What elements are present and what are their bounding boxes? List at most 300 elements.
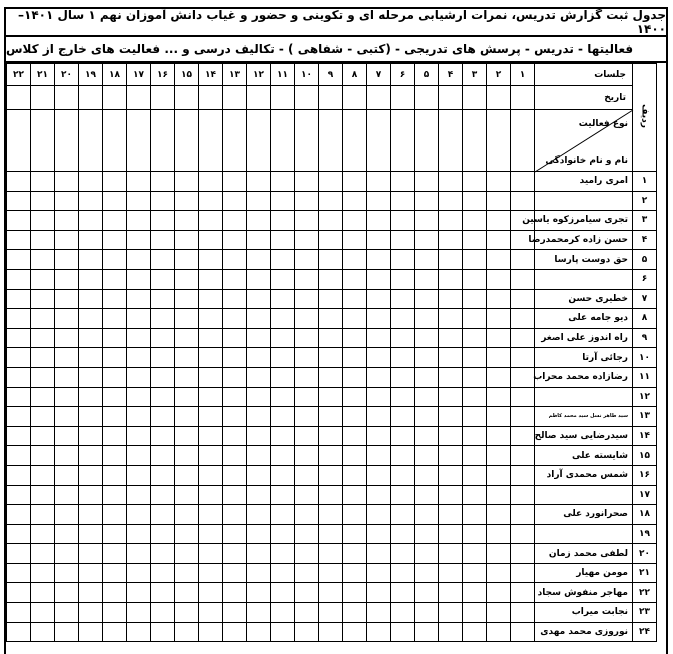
- mark-cell[interactable]: [127, 269, 151, 289]
- mark-cell[interactable]: [223, 465, 247, 485]
- mark-cell[interactable]: [223, 505, 247, 525]
- mark-cell[interactable]: [7, 563, 31, 583]
- mark-cell[interactable]: [247, 485, 271, 505]
- mark-cell[interactable]: [7, 622, 31, 642]
- mark-cell[interactable]: [31, 387, 55, 407]
- mark-cell[interactable]: [7, 544, 31, 564]
- mark-cell[interactable]: [151, 622, 175, 642]
- mark-cell[interactable]: [367, 446, 391, 466]
- mark-cell[interactable]: [199, 348, 223, 368]
- mark-cell[interactable]: [295, 524, 319, 544]
- mark-cell[interactable]: [151, 250, 175, 270]
- mark-cell[interactable]: [487, 289, 511, 309]
- mark-cell[interactable]: [439, 367, 463, 387]
- mark-cell[interactable]: [31, 583, 55, 603]
- mark-cell[interactable]: [7, 505, 31, 525]
- mark-cell[interactable]: [415, 250, 439, 270]
- mark-cell[interactable]: [247, 367, 271, 387]
- mark-cell[interactable]: [343, 367, 367, 387]
- mark-cell[interactable]: [199, 583, 223, 603]
- mark-cell[interactable]: [151, 309, 175, 329]
- mark-cell[interactable]: [487, 250, 511, 270]
- mark-cell[interactable]: [151, 289, 175, 309]
- mark-cell[interactable]: [295, 603, 319, 623]
- mark-cell[interactable]: [463, 309, 487, 329]
- mark-cell[interactable]: [295, 407, 319, 427]
- mark-cell[interactable]: [295, 446, 319, 466]
- mark-cell[interactable]: [319, 485, 343, 505]
- mark-cell[interactable]: [463, 446, 487, 466]
- mark-cell[interactable]: [415, 524, 439, 544]
- mark-cell[interactable]: [247, 172, 271, 192]
- mark-cell[interactable]: [247, 505, 271, 525]
- mark-cell[interactable]: [511, 172, 535, 192]
- mark-cell[interactable]: [199, 446, 223, 466]
- mark-cell[interactable]: [103, 485, 127, 505]
- mark-cell[interactable]: [271, 191, 295, 211]
- mark-cell[interactable]: [31, 446, 55, 466]
- mark-cell[interactable]: [343, 230, 367, 250]
- mark-cell[interactable]: [103, 426, 127, 446]
- mark-cell[interactable]: [343, 387, 367, 407]
- mark-cell[interactable]: [367, 172, 391, 192]
- mark-cell[interactable]: [151, 563, 175, 583]
- mark-cell[interactable]: [463, 250, 487, 270]
- mark-cell[interactable]: [55, 544, 79, 564]
- mark-cell[interactable]: [151, 387, 175, 407]
- mark-cell[interactable]: [31, 191, 55, 211]
- mark-cell[interactable]: [31, 505, 55, 525]
- mark-cell[interactable]: [271, 269, 295, 289]
- mark-cell[interactable]: [103, 289, 127, 309]
- mark-cell[interactable]: [439, 289, 463, 309]
- mark-cell[interactable]: [343, 524, 367, 544]
- mark-cell[interactable]: [319, 563, 343, 583]
- mark-cell[interactable]: [151, 485, 175, 505]
- mark-cell[interactable]: [127, 348, 151, 368]
- mark-cell[interactable]: [439, 348, 463, 368]
- mark-cell[interactable]: [463, 269, 487, 289]
- mark-cell[interactable]: [223, 387, 247, 407]
- mark-cell[interactable]: [463, 622, 487, 642]
- mark-cell[interactable]: [319, 426, 343, 446]
- mark-cell[interactable]: [319, 191, 343, 211]
- mark-cell[interactable]: [391, 269, 415, 289]
- mark-cell[interactable]: [199, 309, 223, 329]
- mark-cell[interactable]: [127, 485, 151, 505]
- mark-cell[interactable]: [247, 211, 271, 231]
- mark-cell[interactable]: [295, 563, 319, 583]
- mark-cell[interactable]: [439, 603, 463, 623]
- mark-cell[interactable]: [391, 367, 415, 387]
- mark-cell[interactable]: [103, 563, 127, 583]
- mark-cell[interactable]: [199, 426, 223, 446]
- mark-cell[interactable]: [487, 309, 511, 329]
- mark-cell[interactable]: [199, 563, 223, 583]
- mark-cell[interactable]: [223, 309, 247, 329]
- mark-cell[interactable]: [463, 328, 487, 348]
- mark-cell[interactable]: [31, 269, 55, 289]
- mark-cell[interactable]: [55, 211, 79, 231]
- mark-cell[interactable]: [31, 289, 55, 309]
- mark-cell[interactable]: [367, 426, 391, 446]
- mark-cell[interactable]: [415, 583, 439, 603]
- mark-cell[interactable]: [223, 211, 247, 231]
- mark-cell[interactable]: [439, 426, 463, 446]
- mark-cell[interactable]: [271, 563, 295, 583]
- mark-cell[interactable]: [391, 524, 415, 544]
- mark-cell[interactable]: [247, 230, 271, 250]
- mark-cell[interactable]: [31, 465, 55, 485]
- mark-cell[interactable]: [31, 367, 55, 387]
- mark-cell[interactable]: [199, 407, 223, 427]
- mark-cell[interactable]: [415, 465, 439, 485]
- mark-cell[interactable]: [511, 348, 535, 368]
- mark-cell[interactable]: [295, 485, 319, 505]
- mark-cell[interactable]: [487, 465, 511, 485]
- mark-cell[interactable]: [79, 407, 103, 427]
- mark-cell[interactable]: [391, 172, 415, 192]
- mark-cell[interactable]: [463, 465, 487, 485]
- mark-cell[interactable]: [79, 211, 103, 231]
- mark-cell[interactable]: [343, 603, 367, 623]
- mark-cell[interactable]: [463, 172, 487, 192]
- mark-cell[interactable]: [343, 407, 367, 427]
- mark-cell[interactable]: [319, 583, 343, 603]
- mark-cell[interactable]: [487, 269, 511, 289]
- mark-cell[interactable]: [151, 524, 175, 544]
- mark-cell[interactable]: [367, 289, 391, 309]
- mark-cell[interactable]: [247, 524, 271, 544]
- mark-cell[interactable]: [415, 544, 439, 564]
- mark-cell[interactable]: [247, 563, 271, 583]
- mark-cell[interactable]: [7, 446, 31, 466]
- mark-cell[interactable]: [391, 328, 415, 348]
- mark-cell[interactable]: [55, 250, 79, 270]
- mark-cell[interactable]: [511, 465, 535, 485]
- mark-cell[interactable]: [463, 583, 487, 603]
- mark-cell[interactable]: [127, 446, 151, 466]
- mark-cell[interactable]: [295, 583, 319, 603]
- mark-cell[interactable]: [319, 367, 343, 387]
- mark-cell[interactable]: [175, 230, 199, 250]
- mark-cell[interactable]: [31, 622, 55, 642]
- mark-cell[interactable]: [79, 367, 103, 387]
- mark-cell[interactable]: [7, 328, 31, 348]
- mark-cell[interactable]: [271, 603, 295, 623]
- mark-cell[interactable]: [271, 544, 295, 564]
- mark-cell[interactable]: [463, 387, 487, 407]
- mark-cell[interactable]: [439, 544, 463, 564]
- mark-cell[interactable]: [487, 505, 511, 525]
- mark-cell[interactable]: [175, 524, 199, 544]
- mark-cell[interactable]: [463, 230, 487, 250]
- mark-cell[interactable]: [439, 505, 463, 525]
- mark-cell[interactable]: [439, 269, 463, 289]
- mark-cell[interactable]: [415, 446, 439, 466]
- mark-cell[interactable]: [151, 446, 175, 466]
- mark-cell[interactable]: [127, 563, 151, 583]
- mark-cell[interactable]: [247, 348, 271, 368]
- mark-cell[interactable]: [271, 446, 295, 466]
- mark-cell[interactable]: [415, 367, 439, 387]
- mark-cell[interactable]: [439, 191, 463, 211]
- mark-cell[interactable]: [31, 426, 55, 446]
- mark-cell[interactable]: [343, 485, 367, 505]
- mark-cell[interactable]: [223, 544, 247, 564]
- mark-cell[interactable]: [487, 563, 511, 583]
- mark-cell[interactable]: [487, 328, 511, 348]
- mark-cell[interactable]: [151, 211, 175, 231]
- mark-cell[interactable]: [247, 426, 271, 446]
- mark-cell[interactable]: [343, 211, 367, 231]
- mark-cell[interactable]: [151, 583, 175, 603]
- mark-cell[interactable]: [103, 505, 127, 525]
- mark-cell[interactable]: [199, 505, 223, 525]
- mark-cell[interactable]: [151, 191, 175, 211]
- mark-cell[interactable]: [151, 328, 175, 348]
- mark-cell[interactable]: [7, 524, 31, 544]
- mark-cell[interactable]: [487, 407, 511, 427]
- mark-cell[interactable]: [295, 289, 319, 309]
- mark-cell[interactable]: [463, 524, 487, 544]
- mark-cell[interactable]: [79, 191, 103, 211]
- mark-cell[interactable]: [31, 485, 55, 505]
- mark-cell[interactable]: [439, 211, 463, 231]
- mark-cell[interactable]: [79, 603, 103, 623]
- mark-cell[interactable]: [247, 407, 271, 427]
- mark-cell[interactable]: [511, 524, 535, 544]
- mark-cell[interactable]: [319, 446, 343, 466]
- mark-cell[interactable]: [79, 328, 103, 348]
- mark-cell[interactable]: [295, 172, 319, 192]
- mark-cell[interactable]: [199, 211, 223, 231]
- mark-cell[interactable]: [199, 524, 223, 544]
- mark-cell[interactable]: [391, 583, 415, 603]
- mark-cell[interactable]: [343, 446, 367, 466]
- mark-cell[interactable]: [391, 544, 415, 564]
- mark-cell[interactable]: [271, 387, 295, 407]
- mark-cell[interactable]: [7, 289, 31, 309]
- mark-cell[interactable]: [271, 328, 295, 348]
- mark-cell[interactable]: [319, 230, 343, 250]
- mark-cell[interactable]: [367, 387, 391, 407]
- mark-cell[interactable]: [511, 603, 535, 623]
- mark-cell[interactable]: [127, 230, 151, 250]
- mark-cell[interactable]: [55, 289, 79, 309]
- mark-cell[interactable]: [223, 172, 247, 192]
- mark-cell[interactable]: [343, 191, 367, 211]
- mark-cell[interactable]: [103, 250, 127, 270]
- mark-cell[interactable]: [223, 250, 247, 270]
- mark-cell[interactable]: [223, 446, 247, 466]
- mark-cell[interactable]: [79, 172, 103, 192]
- mark-cell[interactable]: [391, 387, 415, 407]
- mark-cell[interactable]: [175, 603, 199, 623]
- mark-cell[interactable]: [487, 446, 511, 466]
- mark-cell[interactable]: [103, 407, 127, 427]
- mark-cell[interactable]: [511, 583, 535, 603]
- mark-cell[interactable]: [127, 465, 151, 485]
- mark-cell[interactable]: [463, 563, 487, 583]
- mark-cell[interactable]: [151, 367, 175, 387]
- mark-cell[interactable]: [79, 563, 103, 583]
- mark-cell[interactable]: [487, 387, 511, 407]
- mark-cell[interactable]: [175, 622, 199, 642]
- mark-cell[interactable]: [295, 348, 319, 368]
- mark-cell[interactable]: [247, 583, 271, 603]
- mark-cell[interactable]: [391, 250, 415, 270]
- mark-cell[interactable]: [319, 524, 343, 544]
- mark-cell[interactable]: [367, 583, 391, 603]
- mark-cell[interactable]: [31, 544, 55, 564]
- mark-cell[interactable]: [391, 426, 415, 446]
- mark-cell[interactable]: [7, 426, 31, 446]
- mark-cell[interactable]: [439, 309, 463, 329]
- mark-cell[interactable]: [175, 583, 199, 603]
- mark-cell[interactable]: [55, 387, 79, 407]
- mark-cell[interactable]: [343, 309, 367, 329]
- mark-cell[interactable]: [295, 367, 319, 387]
- mark-cell[interactable]: [463, 426, 487, 446]
- mark-cell[interactable]: [127, 309, 151, 329]
- mark-cell[interactable]: [55, 328, 79, 348]
- mark-cell[interactable]: [511, 387, 535, 407]
- mark-cell[interactable]: [7, 465, 31, 485]
- mark-cell[interactable]: [367, 465, 391, 485]
- mark-cell[interactable]: [103, 328, 127, 348]
- mark-cell[interactable]: [31, 230, 55, 250]
- mark-cell[interactable]: [415, 387, 439, 407]
- mark-cell[interactable]: [391, 211, 415, 231]
- mark-cell[interactable]: [463, 191, 487, 211]
- mark-cell[interactable]: [511, 328, 535, 348]
- mark-cell[interactable]: [415, 622, 439, 642]
- mark-cell[interactable]: [7, 407, 31, 427]
- mark-cell[interactable]: [175, 348, 199, 368]
- mark-cell[interactable]: [223, 230, 247, 250]
- mark-cell[interactable]: [199, 328, 223, 348]
- mark-cell[interactable]: [175, 172, 199, 192]
- mark-cell[interactable]: [127, 505, 151, 525]
- mark-cell[interactable]: [319, 250, 343, 270]
- mark-cell[interactable]: [415, 485, 439, 505]
- mark-cell[interactable]: [127, 328, 151, 348]
- mark-cell[interactable]: [343, 505, 367, 525]
- mark-cell[interactable]: [175, 407, 199, 427]
- mark-cell[interactable]: [415, 211, 439, 231]
- mark-cell[interactable]: [511, 426, 535, 446]
- mark-cell[interactable]: [295, 230, 319, 250]
- mark-cell[interactable]: [463, 211, 487, 231]
- mark-cell[interactable]: [439, 250, 463, 270]
- mark-cell[interactable]: [7, 348, 31, 368]
- mark-cell[interactable]: [511, 367, 535, 387]
- mark-cell[interactable]: [151, 172, 175, 192]
- mark-cell[interactable]: [79, 426, 103, 446]
- mark-cell[interactable]: [79, 505, 103, 525]
- mark-cell[interactable]: [223, 622, 247, 642]
- mark-cell[interactable]: [31, 524, 55, 544]
- mark-cell[interactable]: [391, 465, 415, 485]
- mark-cell[interactable]: [511, 191, 535, 211]
- mark-cell[interactable]: [439, 583, 463, 603]
- mark-cell[interactable]: [343, 583, 367, 603]
- mark-cell[interactable]: [367, 524, 391, 544]
- mark-cell[interactable]: [343, 269, 367, 289]
- mark-cell[interactable]: [463, 367, 487, 387]
- mark-cell[interactable]: [463, 289, 487, 309]
- mark-cell[interactable]: [127, 622, 151, 642]
- mark-cell[interactable]: [175, 563, 199, 583]
- mark-cell[interactable]: [367, 328, 391, 348]
- mark-cell[interactable]: [151, 269, 175, 289]
- mark-cell[interactable]: [463, 505, 487, 525]
- mark-cell[interactable]: [79, 544, 103, 564]
- mark-cell[interactable]: [511, 485, 535, 505]
- mark-cell[interactable]: [127, 603, 151, 623]
- mark-cell[interactable]: [487, 348, 511, 368]
- mark-cell[interactable]: [175, 211, 199, 231]
- mark-cell[interactable]: [439, 230, 463, 250]
- mark-cell[interactable]: [151, 407, 175, 427]
- mark-cell[interactable]: [55, 603, 79, 623]
- mark-cell[interactable]: [199, 387, 223, 407]
- mark-cell[interactable]: [415, 269, 439, 289]
- mark-cell[interactable]: [367, 250, 391, 270]
- mark-cell[interactable]: [319, 211, 343, 231]
- mark-cell[interactable]: [7, 309, 31, 329]
- mark-cell[interactable]: [151, 230, 175, 250]
- mark-cell[interactable]: [151, 505, 175, 525]
- mark-cell[interactable]: [487, 230, 511, 250]
- mark-cell[interactable]: [103, 387, 127, 407]
- mark-cell[interactable]: [103, 367, 127, 387]
- mark-cell[interactable]: [103, 211, 127, 231]
- mark-cell[interactable]: [103, 583, 127, 603]
- mark-cell[interactable]: [223, 328, 247, 348]
- mark-cell[interactable]: [79, 622, 103, 642]
- mark-cell[interactable]: [295, 465, 319, 485]
- mark-cell[interactable]: [79, 309, 103, 329]
- mark-cell[interactable]: [55, 465, 79, 485]
- mark-cell[interactable]: [367, 367, 391, 387]
- mark-cell[interactable]: [343, 172, 367, 192]
- mark-cell[interactable]: [31, 328, 55, 348]
- mark-cell[interactable]: [415, 328, 439, 348]
- mark-cell[interactable]: [199, 603, 223, 623]
- mark-cell[interactable]: [175, 505, 199, 525]
- mark-cell[interactable]: [55, 622, 79, 642]
- mark-cell[interactable]: [55, 269, 79, 289]
- mark-cell[interactable]: [487, 211, 511, 231]
- mark-cell[interactable]: [415, 191, 439, 211]
- mark-cell[interactable]: [55, 191, 79, 211]
- mark-cell[interactable]: [199, 250, 223, 270]
- mark-cell[interactable]: [175, 269, 199, 289]
- mark-cell[interactable]: [103, 446, 127, 466]
- mark-cell[interactable]: [7, 603, 31, 623]
- mark-cell[interactable]: [79, 269, 103, 289]
- mark-cell[interactable]: [319, 328, 343, 348]
- mark-cell[interactable]: [55, 446, 79, 466]
- mark-cell[interactable]: [55, 505, 79, 525]
- mark-cell[interactable]: [295, 505, 319, 525]
- mark-cell[interactable]: [415, 289, 439, 309]
- mark-cell[interactable]: [295, 544, 319, 564]
- mark-cell[interactable]: [223, 603, 247, 623]
- mark-cell[interactable]: [367, 230, 391, 250]
